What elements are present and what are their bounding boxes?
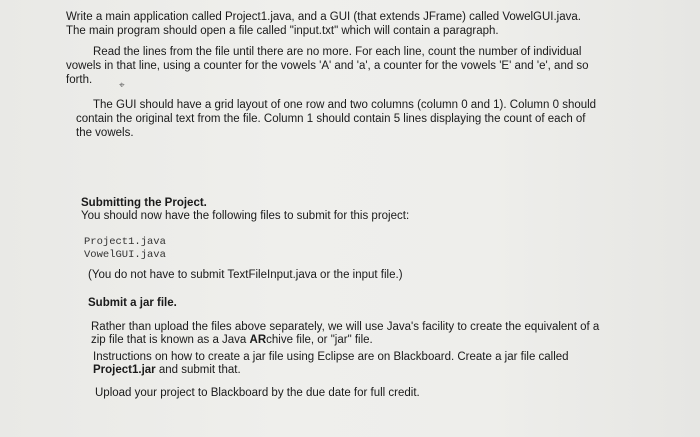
jar-para1-bold: AR: [249, 334, 267, 346]
read-para-line-3: forth.: [66, 74, 93, 86]
jar-para3: Upload your project to Blackboard by the due date for full credit.: [95, 387, 420, 399]
submit-intro: You should now have the following files to submit for this project:: [81, 210, 410, 222]
intro-line-2: The main program should open a file called "input.txt" which will contain a paragraph.: [66, 25, 499, 37]
gui-para-line-2: contain the original text from the file. Column 1 should contain 5 lines displaying the count of each of: [76, 113, 586, 125]
file-item-project1: Project1.java: [84, 236, 166, 248]
submit-heading: Submitting the Project.: [81, 197, 207, 209]
jar-para2-rest: and submit that.: [155, 364, 241, 376]
jar-filename: Project1.jar: [93, 364, 156, 376]
jar-para2-line-2: [93, 364, 241, 376]
jar-para1-line-1: Rather than upload the files above separately, we will use Java's facility to create the equivalent of a: [91, 321, 600, 333]
jar-para1-text-b: chive file, or "jar" file.: [266, 334, 373, 346]
submit-note: (You do not have to submit TextFileInput.java or the input file.): [88, 269, 403, 281]
read-para-line-1: Read the lines from the file until there are no more. For each line, count the number of individual: [93, 46, 582, 58]
mouse-cursor-icon: ⌖: [119, 80, 125, 91]
intro-line-1: Write a main application called Project1.java, and a GUI (that extends JFrame) called VowelGUI.java.: [66, 11, 581, 23]
gui-para-line-3: the vowels.: [76, 127, 134, 139]
jar-para2-line-1: Instructions on how to create a jar file using Eclipse are on Blackboard. Create a jar file called: [93, 351, 569, 363]
jar-heading: Submit a jar file.: [88, 297, 177, 309]
file-item-vowelgui: VowelGUI.java: [84, 249, 166, 261]
jar-para1-text-a: zip file that is known as a Java: [91, 334, 250, 346]
jar-para1-line-2: [91, 334, 373, 346]
gui-para-line-1: The GUI should have a grid layout of one row and two columns (column 0 and 1). Column 0 should: [93, 99, 597, 111]
read-para-line-2: vowels in that line, using a counter for the vowels 'A' and 'a', a counter for the vowels 'E' and 'e', and so: [66, 60, 589, 72]
